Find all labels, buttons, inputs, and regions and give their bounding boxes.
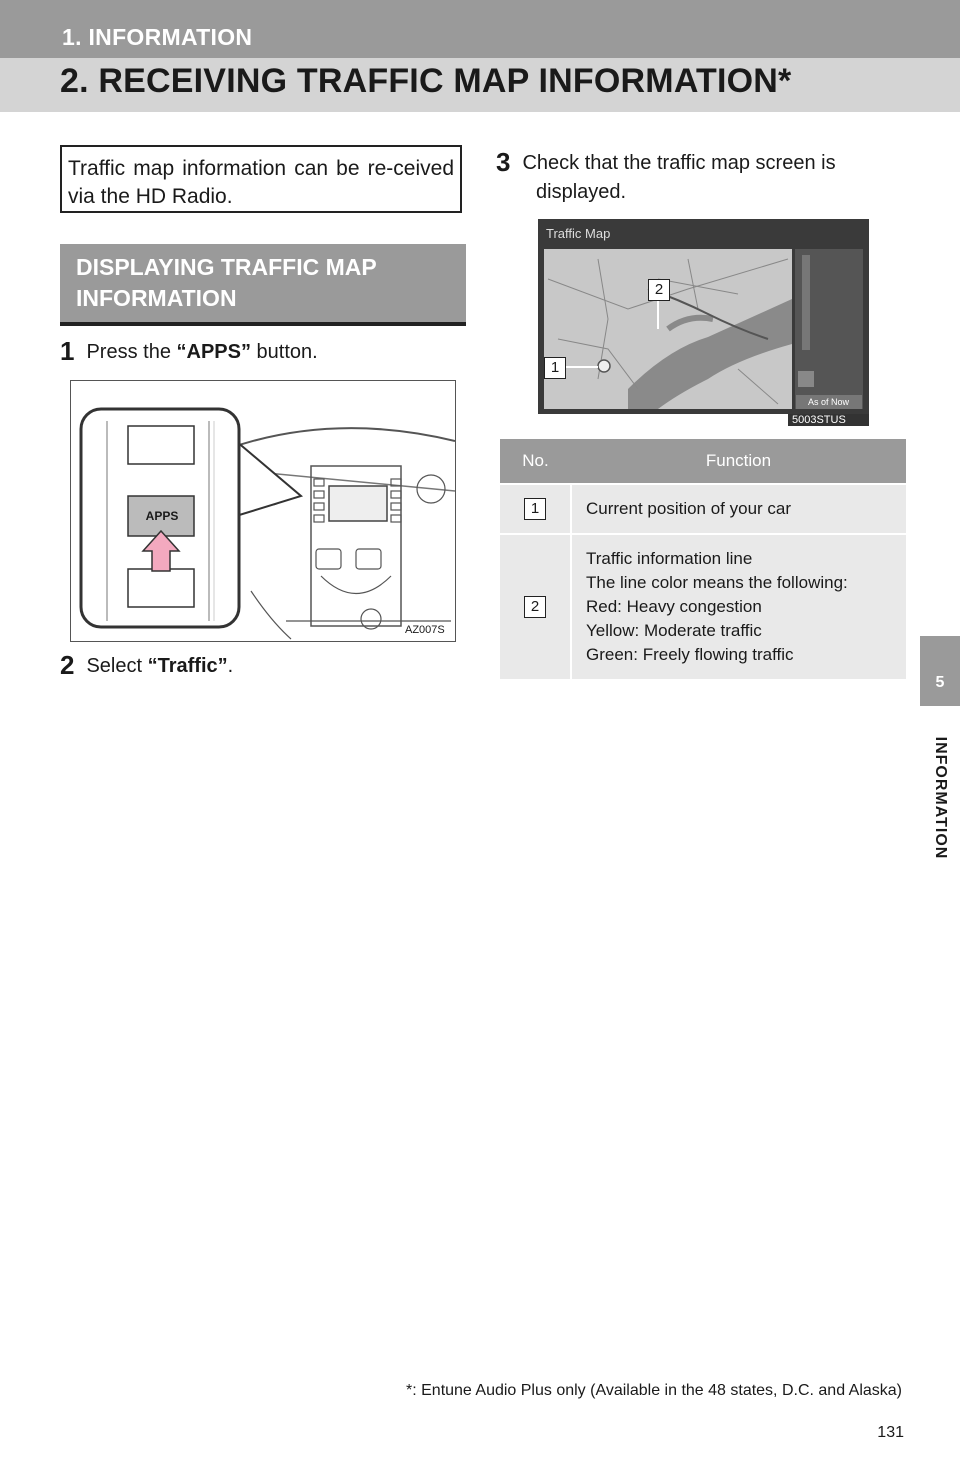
table-row bbox=[500, 534, 906, 679]
function-line: Yellow: Moderate traffic bbox=[586, 621, 762, 640]
function-line: Current position of your car bbox=[586, 499, 792, 518]
row-number-cell bbox=[500, 534, 571, 679]
function-line: Green: Freely flowing traffic bbox=[586, 645, 794, 664]
figure-traffic-map-screen bbox=[538, 219, 869, 414]
step-button-name: “Traffic” bbox=[147, 655, 228, 677]
footnote: *: Entune Audio Plus only (Available in the 48 states, D.C. and Alaska) bbox=[406, 1382, 902, 1399]
step-2 bbox=[60, 650, 233, 681]
step-1 bbox=[60, 336, 318, 367]
step-text-end: button. bbox=[250, 341, 318, 363]
figure-code: AZ007S bbox=[405, 624, 445, 636]
chapter-number: 5 bbox=[935, 674, 945, 691]
page-title: 2. RECEIVING TRAFFIC MAP INFORMATION* bbox=[60, 62, 792, 100]
callout-2: 2 bbox=[648, 279, 670, 301]
section-subheading bbox=[60, 244, 466, 326]
section-label: 1. INFORMATION bbox=[62, 24, 253, 50]
screen-title: Traffic Map bbox=[546, 226, 611, 241]
row-function-cell bbox=[571, 484, 906, 534]
step-text: Select bbox=[86, 655, 148, 677]
function-line: The line color means the following: bbox=[586, 573, 848, 592]
table-row bbox=[500, 484, 906, 534]
page-number: 131 bbox=[877, 1424, 904, 1441]
apps-button-label: APPS bbox=[145, 509, 179, 523]
header-no: No. bbox=[500, 439, 571, 484]
subheading-text bbox=[76, 252, 377, 314]
step-text: Check that the traffic map screen is bbox=[522, 152, 836, 174]
step-text-cont: displayed. bbox=[536, 181, 627, 203]
function-line: Traffic information line bbox=[586, 549, 753, 568]
chapter-tab bbox=[920, 636, 960, 706]
step-3 bbox=[496, 148, 906, 207]
row-number: 2 bbox=[524, 596, 546, 618]
row-number-cell bbox=[500, 484, 571, 534]
chapter-label: INFORMATION bbox=[932, 736, 949, 860]
row-number: 1 bbox=[524, 498, 546, 520]
function-line: Red: Heavy congestion bbox=[586, 597, 762, 616]
subheading-line-2: INFORMATION bbox=[76, 285, 237, 311]
step-number: 3 bbox=[496, 147, 511, 177]
intro-text: Traffic map information can be re-ceived via the HD Radio. bbox=[68, 157, 454, 208]
table-header-row bbox=[500, 439, 906, 484]
as-of-now-button: As of Now bbox=[808, 397, 850, 407]
figure-apps-button bbox=[70, 380, 456, 642]
step-number: 1 bbox=[60, 336, 75, 366]
step-text: Press the bbox=[86, 341, 177, 363]
traffic-map-illustration bbox=[538, 219, 869, 414]
intro-box bbox=[60, 145, 462, 213]
step-number: 2 bbox=[60, 650, 75, 680]
chapter-label-area bbox=[920, 706, 960, 890]
header-function: Function bbox=[571, 439, 906, 484]
callout-1: 1 bbox=[544, 357, 566, 379]
row-function-cell bbox=[571, 534, 906, 679]
figure-code: 5003STUS bbox=[788, 414, 869, 426]
step-text-end: . bbox=[227, 655, 234, 677]
function-table bbox=[500, 439, 906, 679]
step-button-name: “APPS” bbox=[176, 341, 251, 363]
subheading-line-1: DISPLAYING TRAFFIC MAP bbox=[76, 254, 377, 280]
